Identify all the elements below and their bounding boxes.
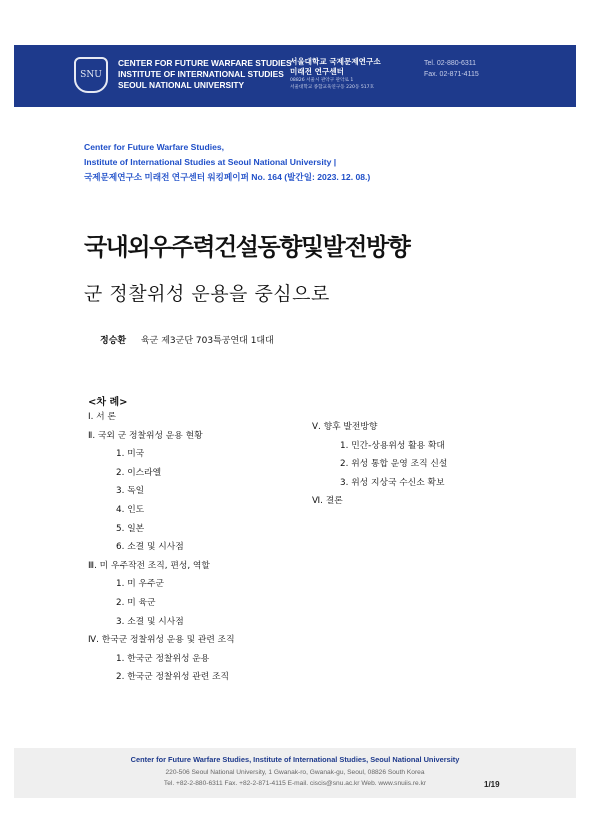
footer-org-name: Center for Future Warfare Studies, Institute of International Studies, Seoul National University (130, 755, 460, 764)
footer-contact: Tel. +82-2-880-6311 Fax. +82-2-871-4115 E-mail. ciscis@snu.ac.kr Web. www.snuiis.re.kr (163, 780, 427, 787)
header-en-line: INSTITUTE OF INTERNATIONAL STUDIES (118, 69, 284, 79)
toc-entry: 4. 인도 (116, 504, 145, 515)
header-ko-title: 서울대학교 국제문제연구소 (290, 57, 381, 66)
toc-entry: 2. 한국군 정찰위성 관련 조직 (116, 672, 230, 683)
header-fax: Fax. 02-871-4115 (424, 71, 479, 78)
header-korean-name (290, 57, 381, 91)
toc-entry: Ⅴ. 향후 발전방향 (312, 422, 378, 432)
toc-entry: 2. 이스라엘 (116, 467, 162, 478)
toc-entry: Ⅳ. 한국군 정찰위성 운용 및 관련 조직 (88, 635, 235, 646)
university-seal-logo: SNU (74, 57, 108, 93)
header-contact (424, 58, 479, 80)
header-tel: Tel. 02-880-6311 (424, 60, 477, 67)
toc-entry: 1. 민간-상용위성 활용 확대 (340, 440, 445, 451)
toc-entry: 5. 일본 (116, 523, 145, 534)
toc-entry: Ⅲ. 미 우주작전 조직, 편성, 역할 (88, 560, 210, 571)
header-ko-address-2: 서울대학교 종합교육연구동 220동 517호 (290, 85, 375, 90)
publication-info (84, 140, 370, 185)
pubinfo-line: 국제문제연구소 미래전 연구센터 워킹페이퍼 No. 164 (발간일: 2023. 12. 08.) (84, 172, 371, 182)
toc-entry: 1. 미 우주군 (116, 579, 164, 590)
pubinfo-line: Center for Future Warfare Studies, (84, 142, 225, 152)
toc-entry: 1. 한국군 정찰위성 운용 (116, 653, 210, 664)
author-affiliation: 육군 제3군단 703특공연대 1대대 (140, 336, 274, 346)
paper-subtitle: 군 정찰위성 운용을 중심으로 (84, 283, 330, 305)
page-number: 1/19 (484, 780, 500, 789)
footer-address: 220-506 Seoul National University, 1 Gwanak-ro, Gwanak-gu, Seoul, 08826 South Korea (165, 769, 425, 776)
letterhead-banner (14, 45, 576, 107)
header-en-line: SEOUL NATIONAL UNIVERSITY (118, 80, 245, 90)
toc-entry: 2. 미 육군 (116, 597, 156, 608)
toc-left-column (88, 408, 235, 687)
toc-entry: 2. 위성 통합 운영 조직 신설 (340, 459, 448, 470)
author-name: 정승환 (100, 336, 127, 346)
header-en-line: CENTER FOR FUTURE WARFARE STUDIES (118, 58, 292, 68)
author-line (100, 333, 274, 346)
pubinfo-line: Institute of International Studies at Seoul National University | (84, 157, 337, 167)
page-footer (14, 748, 576, 798)
toc-entry: 3. 위성 지상국 수신소 확보 (340, 477, 445, 488)
toc-entry: 3. 독일 (116, 486, 145, 497)
header-english-name (118, 58, 292, 91)
header-ko-address: 08826 서울시 관악구 관악로 1 (290, 78, 354, 83)
toc-entry: Ⅵ. 결론 (312, 496, 343, 507)
toc-entry: 1. 미국 (116, 449, 145, 460)
toc-entry: Ⅱ. 국외 군 정찰위성 운용 현황 (88, 430, 203, 441)
toc-entry: 6. 소결 및 시사점 (116, 542, 184, 553)
toc-entry: Ⅰ. 서 론 (88, 412, 116, 422)
header-ko-subtitle: 미래전 연구센터 (290, 67, 344, 76)
toc-right-column (312, 418, 447, 511)
toc-heading: <차 례> (88, 397, 128, 408)
paper-title: 국내외우주력건설동향및발전방향 (84, 233, 410, 261)
toc-entry: 3. 소결 및 시사점 (116, 616, 184, 627)
